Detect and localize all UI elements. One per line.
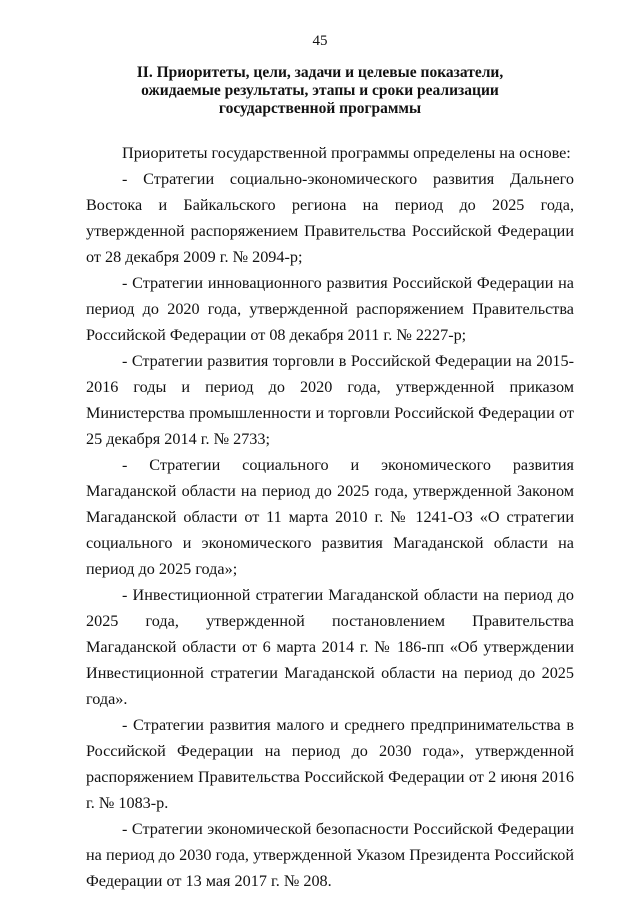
heading-line-2: ожидаемые результаты, этапы и сроки реализации (141, 82, 499, 99)
heading-line-1: II. Приоритеты, цели, задачи и целевые показатели, (136, 64, 504, 81)
list-item: - Стратегии экономической безопасности Российской Федерации на период до 2030 года, утвержденной Указом Президента Российской Федерации от 13 мая 2017 г. № 208. (86, 820, 574, 890)
heading-line-3: государственной программы (218, 100, 422, 117)
list-item: - Стратегии развития торговли в Российской Федерации на 2015-2016 годы и период до 2020 года, утвержденной приказом Министерства промышленности и торговли Российской Федерации от 25 декабря 2014 г. № 2733; (86, 352, 574, 448)
list-item: - Стратегии инновационного развития Российской Федерации на период до 2020 года, утвержденной распоряжением Правительства Российской Федерации от 08 декабря 2011 г. № 2227-р; (86, 274, 574, 344)
section-heading (110, 64, 530, 118)
list-item: - Стратегии социального и экономического развития Магаданской области на период до 2025 года, утвержденной Законом Магаданской области от 11 марта 2010 г. № 1241-ОЗ «О стратегии социального и экономического развития Магаданской области на период до 2025 года»; (86, 456, 574, 578)
list-item: - Стратегии развития малого и среднего предпринимательства в Российской Федерации на период до 2030 года», утвержденной распоряжением Правительства Российской Федерации от 2 июня 2016 г. № 1083-р. (86, 716, 574, 812)
intro-paragraph: Приоритеты государственной программы определены на основе: (122, 144, 571, 162)
page-number: 45 (312, 33, 328, 49)
body-text (86, 140, 574, 894)
list-item: - Инвестиционной стратегии Магаданской области на период до 2025 года, утвержденной постановлением Правительства Магаданской области от 6 марта 2014 г. № 186-пп «Об утверждении Инвестиционной стратегии Магаданской области на период до 2025 года». (86, 586, 574, 708)
list-item: - Стратегии социально-экономического развития Дальнего Востока и Байкальского региона на период до 2025 года, утвержденной распоряжением Правительства Российской Федерации от 28 декабря 2009 г. № 2094-р; (86, 170, 574, 266)
